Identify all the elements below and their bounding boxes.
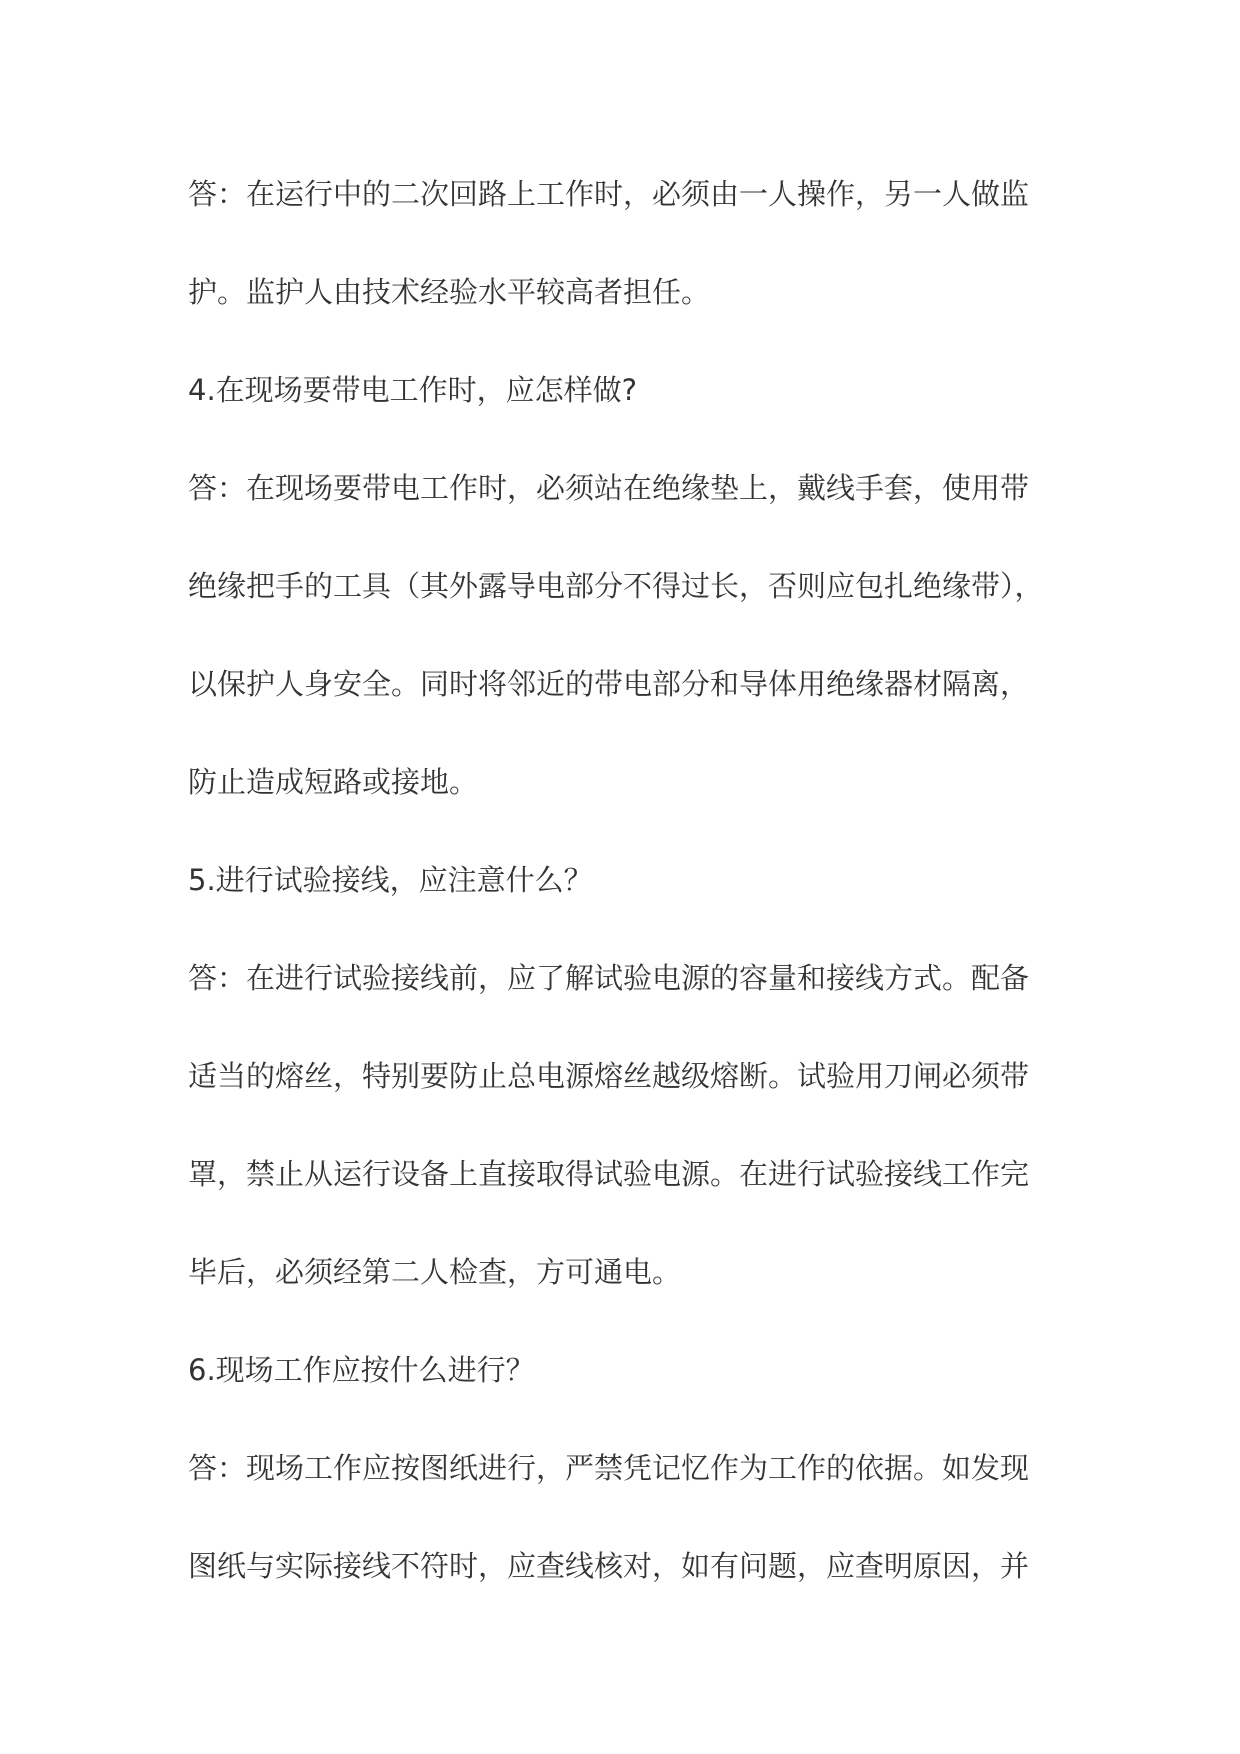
question-4: 4.在现场要带电工作时，应怎样做? <box>188 373 638 407</box>
answer-3-line-2: 护。监护人由技术经验水平较高者担任。 <box>188 275 711 309</box>
answer-3-line-1: 答：在运行中的二次回路上工作时，必须由一人操作，另一人做监 <box>188 177 1030 211</box>
answer-4-line-3: 以保护人身安全。同时将邻近的带电部分和导体用绝缘器材隔离， <box>188 667 1030 701</box>
answer-5-line-1: 答：在进行试验接线前，应了解试验电源的容量和接线方式。配备 <box>188 961 1030 995</box>
question-5: 5.进行试验接线，应注意什么？ <box>188 863 593 897</box>
question-6: 6.现场工作应按什么进行？ <box>188 1353 535 1387</box>
answer-4-line-2: 绝缘把手的工具（其外露导电部分不得过长，否则应包扎绝缘带）， <box>188 569 1044 603</box>
answer-4-line-1: 答：在现场要带电工作时，必须站在绝缘垫上，戴线手套，使用带 <box>188 471 1030 505</box>
answer-4-line-4: 防止造成短路或接地。 <box>188 765 479 799</box>
answer-5-line-2: 适当的熔丝，特别要防止总电源熔丝越级熔断。试验用刀闸必须带 <box>188 1059 1030 1093</box>
answer-6-line-2: 图纸与实际接线不符时，应查线核对，如有问题，应查明原因，并 <box>188 1549 1030 1583</box>
answer-5-line-4: 毕后，必须经第二人检查，方可通电。 <box>188 1255 682 1289</box>
answer-5-line-3: 罩，禁止从运行设备上直接取得试验电源。在进行试验接线工作完 <box>188 1157 1030 1191</box>
answer-6-line-1: 答：现场工作应按图纸进行，严禁凭记忆作为工作的依据。如发现 <box>188 1451 1030 1485</box>
